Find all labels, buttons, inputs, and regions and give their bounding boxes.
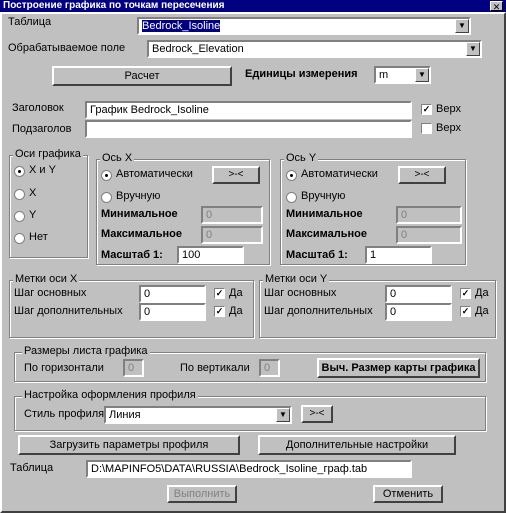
profile-style-label: Стиль профиля [24,408,105,420]
marks-y-major-yes: Да [475,287,489,299]
axis-y-min-label: Минимальное [286,208,363,220]
profile-style-select[interactable] [104,406,292,424]
field-select[interactable] [147,40,482,58]
subheader-top-checkbox[interactable] [421,123,432,134]
axis-x-max-input[interactable]: 0 [201,226,263,244]
axes-radio-x[interactable] [14,189,25,200]
units-select-value: m [379,69,389,81]
axis-x-min-input[interactable]: 0 [201,206,263,224]
axes-radio-none[interactable] [14,233,25,244]
subheader-input[interactable] [85,120,412,138]
marks-x-major-input[interactable]: 0 [139,285,206,303]
marks-y-title: Метки оси Y [265,273,328,285]
cancel-button[interactable]: Отменить [373,485,443,503]
marks-x-major-checkbox[interactable]: ✓ [215,288,224,298]
close-button[interactable]: ✕ [490,1,503,11]
axis-x-title: Ось X [102,152,133,164]
chevron-down-icon[interactable]: ▼ [455,19,469,33]
profile-style-button[interactable]: >-< [301,405,333,423]
axis-y-scale-label: Масштаб 1: [286,249,348,261]
axis-x-swap-button[interactable]: >-< [212,166,260,184]
calc-sheet-size-button[interactable]: Выч. Размер карты графика [317,358,480,378]
window-title: Построение графика по точкам пересечения [3,0,225,11]
title-bar [0,0,506,12]
extra-settings-button[interactable]: Дополнительные настройки [258,435,456,455]
sheet-v-label: По вертикали [180,362,250,374]
axis-y-max-input[interactable]: 0 [396,226,462,244]
axes-option-none: Нет [29,231,48,243]
marks-y-minor-checkbox[interactable]: ✓ [461,306,470,316]
axis-y-manual-label: Вручную [301,190,346,202]
axis-y-swap-button[interactable]: >-< [398,166,446,184]
axes-option-xy: X и Y [29,164,56,176]
subheader-label: Подзаголов [12,123,72,135]
axes-option-y: Y [29,209,37,221]
marks-x-title: Метки оси X [15,273,78,285]
table-select[interactable] [137,17,471,35]
axis-x-scale-label: Масштаб 1: [101,249,163,261]
marks-x-major-yes: Да [229,287,243,299]
units-select[interactable] [374,66,431,84]
sheet-v-input[interactable]: 0 [259,359,280,377]
profile-style-value: Линия [109,409,141,421]
marks-y-minor-yes: Да [475,305,489,317]
header-top-checkbox[interactable]: ✓ [422,104,431,114]
header-label: Заголовок [12,102,64,114]
marks-x-minor-input[interactable]: 0 [139,303,206,321]
marks-y-minor-input[interactable]: 0 [385,303,452,321]
axes-radio-y[interactable] [14,211,25,222]
axes-group-title: Оси графика [15,148,81,160]
header-top-label: Верх [436,103,461,115]
table-select-value: Bedrock_Isoline [142,20,221,32]
axis-x-max-label: Максимальное [101,228,182,240]
header-input[interactable]: График Bedrock_Isoline [85,101,412,119]
axis-y-auto-label: Автоматически [301,168,378,180]
axis-x-auto-label: Автоматически [116,168,193,180]
axis-x-auto-radio[interactable] [101,170,112,181]
axes-radio-xy[interactable] [14,166,25,177]
axis-y-min-input[interactable]: 0 [396,206,462,224]
chevron-down-icon[interactable]: ▼ [276,408,290,422]
calc-button[interactable]: Расчет [52,66,232,86]
field-select-value: Bedrock_Elevation [152,43,244,55]
marks-y-major-checkbox[interactable]: ✓ [461,288,470,298]
sheet-title: Размеры листа графика [24,345,148,357]
axes-option-x: X [29,187,37,199]
marks-x-major-label: Шаг основных [14,287,87,299]
axis-y-title: Ось Y [286,152,317,164]
field-label: Обрабатываемое поле [8,42,126,54]
marks-y-major-input[interactable]: 0 [385,285,452,303]
axis-y-manual-radio[interactable] [286,192,297,203]
load-profile-button[interactable]: Загрузить параметры профиля [18,435,240,455]
marks-x-minor-yes: Да [229,305,243,317]
chevron-down-icon[interactable]: ▼ [415,68,429,82]
subheader-top-label: Верх [436,122,461,134]
axis-y-scale-input[interactable]: 1 [365,246,432,264]
marks-y-minor-label: Шаг дополнительных [264,305,373,317]
marks-x-minor-label: Шаг дополнительных [14,305,123,317]
units-label: Единицы измерения [245,68,358,80]
marks-x-minor-checkbox[interactable]: ✓ [215,306,224,316]
table-label: Таблица [8,16,52,28]
run-button[interactable]: Выполнить [167,485,237,503]
axis-x-manual-label: Вручную [116,190,161,202]
axis-x-manual-radio[interactable] [101,192,112,203]
profile-title: Настройка оформления профиля [24,389,196,401]
axis-x-scale-input[interactable]: 100 [177,246,244,264]
path-input[interactable]: D:\MAPINFO5\DATA\RUSSIA\Bedrock_Isoline_граф.tab [86,460,412,478]
chevron-down-icon[interactable]: ▼ [466,42,480,56]
marks-y-major-label: Шаг основных [264,287,337,299]
axis-y-auto-radio[interactable] [286,170,297,181]
sheet-h-label: По горизонтали [24,362,104,374]
sheet-h-input[interactable]: 0 [123,359,144,377]
path-label: Таблица [10,462,54,474]
axis-x-min-label: Минимальное [101,208,178,220]
axis-y-max-label: Максимальное [286,228,367,240]
